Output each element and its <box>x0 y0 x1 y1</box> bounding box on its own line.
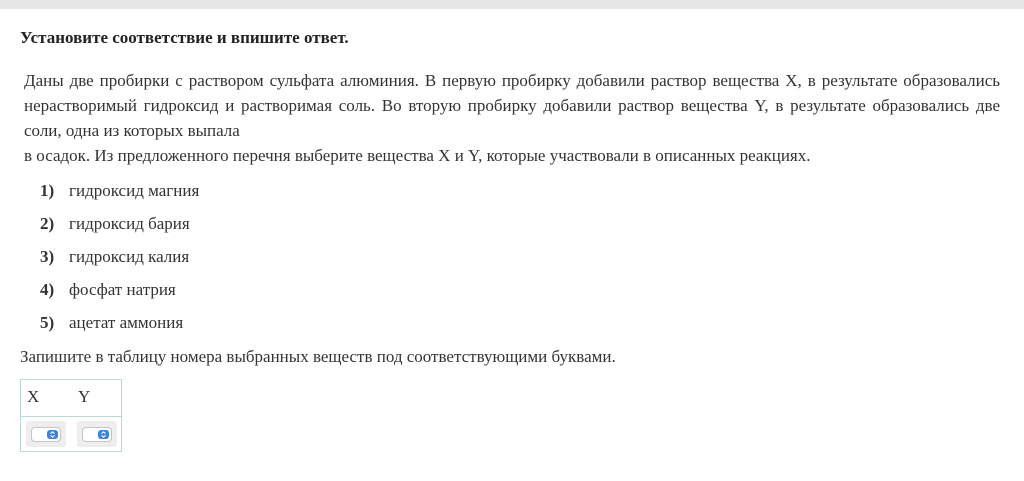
option-item <box>40 244 199 277</box>
option-text: гидроксид магния <box>69 181 200 200</box>
question-paragraph-1: Даны две пробирки с раствором сульфата алюминия. В первую пробирку добавили раствор вещества X, в результате образовались нерастворимый гидроксид и растворимая соль. Во вторую пробирку добавили раствор вещества Y, в результате образовались две соли, одна из которых выпала <box>24 71 1000 140</box>
chevron-up-down-icon <box>47 430 58 439</box>
answer-table <box>20 379 122 452</box>
question-paragraph-2: в осадок. Из предложенного перечня выберите вещества X и Y, которые участвовали в описанных реакциях. <box>24 146 811 165</box>
option-item <box>40 178 199 211</box>
option-text: фосфат натрия <box>69 280 176 299</box>
answer-cell-y <box>77 421 117 447</box>
top-bar <box>0 0 1024 9</box>
chevron-up-down-icon <box>98 430 109 439</box>
option-number: 1) <box>40 181 55 200</box>
column-label-y: Y <box>78 387 91 406</box>
question-text <box>24 68 1000 168</box>
option-text: гидроксид бария <box>69 214 190 233</box>
answer-select-x[interactable] <box>31 427 61 442</box>
answer-table-header <box>21 380 121 417</box>
option-number: 5) <box>40 313 55 332</box>
option-number: 4) <box>40 280 55 299</box>
option-number: 2) <box>40 214 55 233</box>
option-item <box>40 211 199 244</box>
option-item <box>40 277 199 310</box>
answer-cell-x <box>26 421 66 447</box>
column-label-x: X <box>27 387 40 406</box>
option-text: гидроксид калия <box>69 247 190 266</box>
option-item <box>40 310 199 343</box>
task-instruction: Установите соответствие и впишите ответ. <box>20 28 349 47</box>
option-number: 3) <box>40 247 55 266</box>
table-instruction: Запишите в таблицу номера выбранных веществ под соответствующими буквами. <box>20 347 616 366</box>
answer-options-list <box>40 178 199 343</box>
option-text: ацетат аммония <box>69 313 184 332</box>
answer-select-y[interactable] <box>82 427 112 442</box>
